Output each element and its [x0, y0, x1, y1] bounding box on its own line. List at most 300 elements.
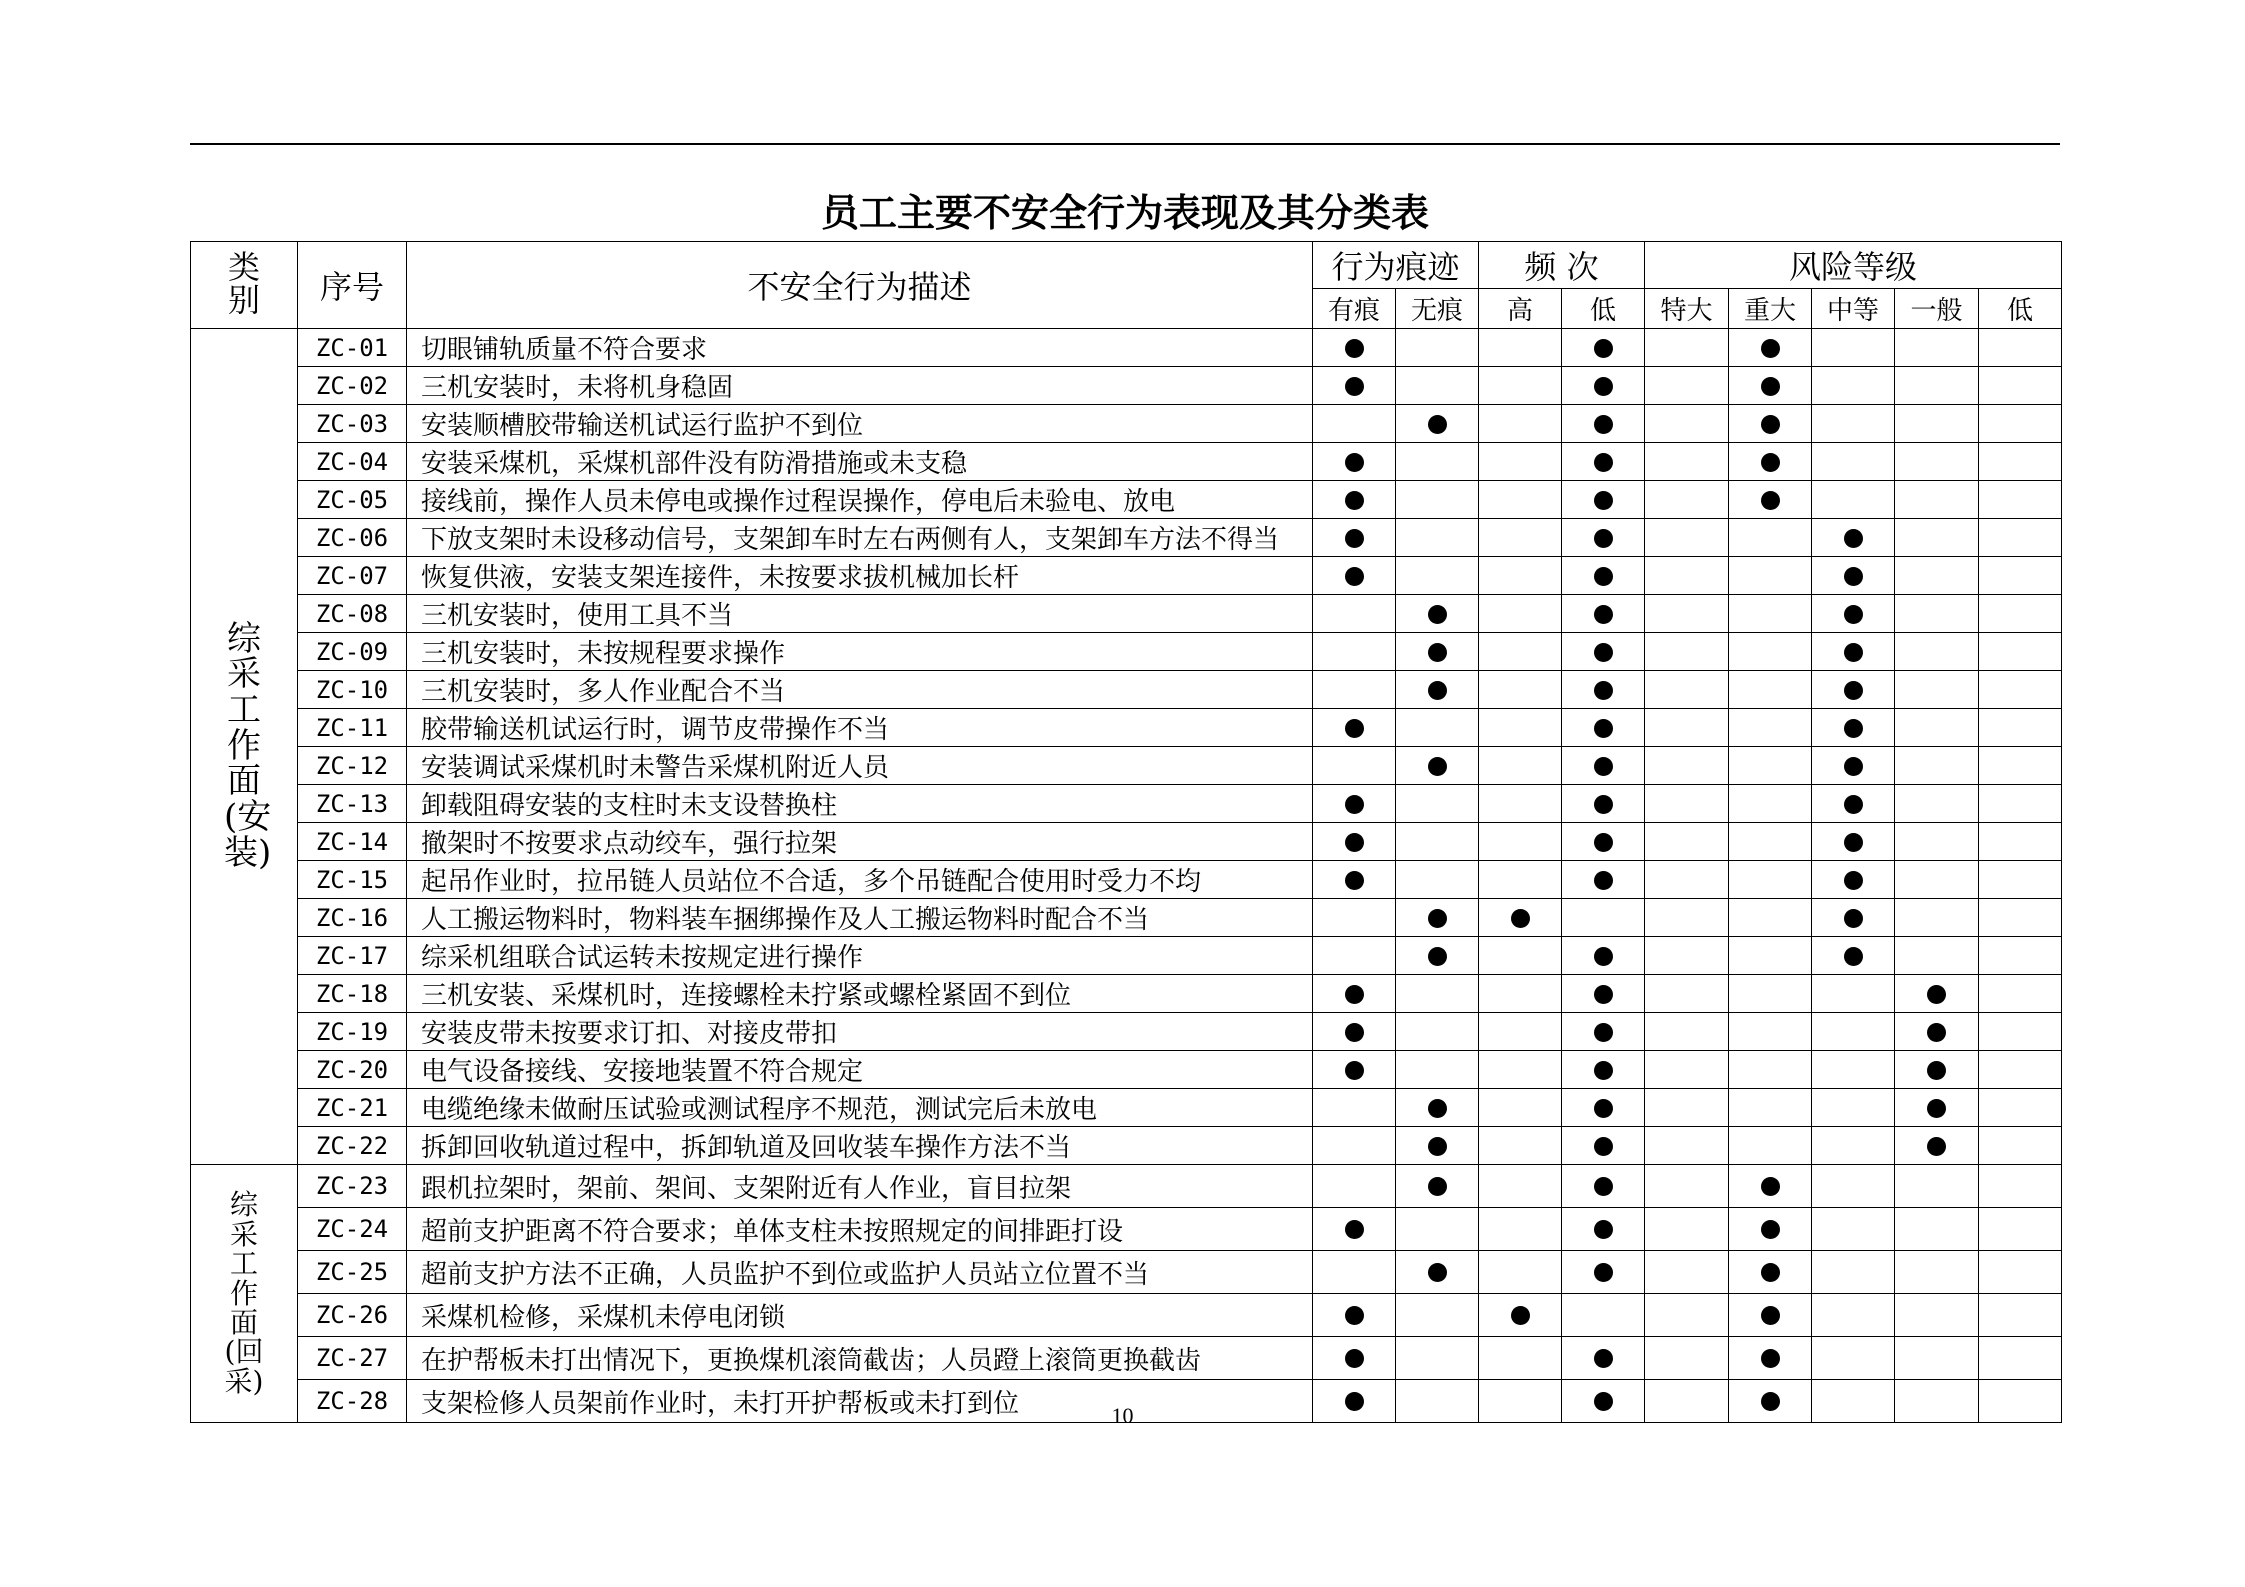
trace-cell: [1396, 557, 1479, 595]
dot-mark: [1761, 339, 1780, 358]
risk-cell: [1979, 709, 2062, 747]
risk-cell: [1812, 329, 1895, 367]
risk-cell: [1645, 595, 1729, 633]
risk-cell: [1812, 595, 1895, 633]
risk-cell: [1812, 975, 1895, 1013]
risk-cell: [1645, 557, 1729, 595]
trace-cell: [1313, 1013, 1396, 1051]
table-row: [191, 481, 2062, 519]
freq-cell: [1562, 899, 1645, 937]
dot-mark: [1927, 985, 1946, 1004]
risk-cell: [1729, 595, 1812, 633]
risk-cell: [1729, 1013, 1812, 1051]
risk-cell: [1812, 899, 1895, 937]
row-code: ZC-04: [298, 443, 407, 481]
table-row: [191, 1013, 2062, 1051]
risk-cell: [1645, 1208, 1729, 1251]
risk-cell: [1812, 861, 1895, 899]
dot-mark: [1345, 1023, 1364, 1042]
risk-cell: [1645, 1127, 1729, 1165]
risk-cell: [1979, 785, 2062, 823]
table-body: [191, 329, 2062, 1423]
risk-cell: [1812, 367, 1895, 405]
dot-mark: [1345, 567, 1364, 586]
risk-cell: [1979, 1251, 2062, 1294]
dot-mark: [1594, 719, 1613, 738]
risk-cell: [1895, 785, 1979, 823]
table-row: [191, 1127, 2062, 1165]
row-description: 拆卸回收轨道过程中，拆卸轨道及回收装车操作方法不当: [407, 1127, 1313, 1165]
dot-mark: [1844, 681, 1863, 700]
table-row: [191, 747, 2062, 785]
row-description: 超前支护距离不符合要求；单体支柱未按照规定的间排距打设: [407, 1208, 1313, 1251]
table-row: [191, 937, 2062, 975]
risk-cell: [1729, 1251, 1812, 1294]
table-row: [191, 671, 2062, 709]
row-code: ZC-12: [298, 747, 407, 785]
dot-mark: [1345, 339, 1364, 358]
dot-mark: [1428, 681, 1447, 700]
freq-cell: [1562, 595, 1645, 633]
table-row: [191, 1294, 2062, 1337]
freq-cell: [1562, 1165, 1645, 1208]
risk-cell: [1979, 367, 2062, 405]
risk-cell: [1812, 1013, 1895, 1051]
trace-cell: [1313, 1251, 1396, 1294]
trace-cell: [1396, 443, 1479, 481]
risk-cell: [1979, 481, 2062, 519]
risk-cell: [1979, 861, 2062, 899]
dot-mark: [1844, 757, 1863, 776]
freq-cell: [1562, 1127, 1645, 1165]
risk-cell: [1645, 1051, 1729, 1089]
risk-cell: [1729, 747, 1812, 785]
trace-cell: [1396, 1165, 1479, 1208]
trace-cell: [1313, 975, 1396, 1013]
risk-cell: [1895, 367, 1979, 405]
trace-cell: [1313, 823, 1396, 861]
risk-cell: [1979, 1208, 2062, 1251]
trace-cell: [1313, 519, 1396, 557]
dot-mark: [1594, 985, 1613, 1004]
trace-cell: [1396, 633, 1479, 671]
freq-cell: [1562, 975, 1645, 1013]
trace-cell: [1313, 329, 1396, 367]
risk-cell: [1979, 1165, 2062, 1208]
row-description: 安装皮带未按要求订扣、对接皮带扣: [407, 1013, 1313, 1051]
freq-cell: [1479, 1165, 1562, 1208]
dot-mark: [1345, 377, 1364, 396]
dot-mark: [1594, 453, 1613, 472]
page-number: 10: [1111, 1403, 1134, 1428]
dot-mark: [1511, 909, 1530, 928]
table-row: [191, 1208, 2062, 1251]
risk-cell: [1979, 557, 2062, 595]
trace-cell: [1396, 481, 1479, 519]
risk-cell: [1729, 481, 1812, 519]
row-description: 电气设备接线、安接地装置不符合规定: [407, 1051, 1313, 1089]
row-description: 综采机组联合试运转未按规定进行操作: [407, 937, 1313, 975]
trace-cell: [1396, 1294, 1479, 1337]
dot-mark: [1594, 377, 1613, 396]
risk-cell: [1979, 519, 2062, 557]
risk-cell: [1645, 937, 1729, 975]
dot-mark: [1594, 491, 1613, 510]
risk-cell: [1895, 1051, 1979, 1089]
dot-mark: [1761, 453, 1780, 472]
risk-cell: [1729, 329, 1812, 367]
dot-mark: [1761, 377, 1780, 396]
header-rule: [190, 143, 2060, 145]
risk-cell: [1895, 1337, 1979, 1380]
risk-cell: [1645, 1337, 1729, 1380]
row-code: ZC-01: [298, 329, 407, 367]
row-code: ZC-25: [298, 1251, 407, 1294]
freq-cell: [1479, 367, 1562, 405]
risk-cell: [1895, 937, 1979, 975]
row-code: ZC-06: [298, 519, 407, 557]
row-description: 安装采煤机，采煤机部件没有防滑措施或未支稳: [407, 443, 1313, 481]
risk-cell: [1895, 481, 1979, 519]
risk-cell: [1979, 671, 2062, 709]
table-row: [191, 1051, 2062, 1089]
trace-cell: [1396, 1127, 1479, 1165]
freq-cell: [1562, 861, 1645, 899]
category-cell: 综采工作面(回采): [191, 1165, 298, 1423]
dot-mark: [1594, 1220, 1613, 1239]
header-risk-medium: 中等: [1812, 289, 1895, 329]
table-row: [191, 785, 2062, 823]
freq-cell: [1562, 633, 1645, 671]
risk-cell: [1645, 1294, 1729, 1337]
risk-cell: [1895, 1165, 1979, 1208]
risk-cell: [1729, 1294, 1812, 1337]
row-code: ZC-10: [298, 671, 407, 709]
table-row: [191, 1165, 2062, 1208]
trace-cell: [1396, 405, 1479, 443]
risk-cell: [1895, 671, 1979, 709]
unsafe-behavior-table: [190, 241, 2062, 1423]
risk-cell: [1895, 405, 1979, 443]
trace-cell: [1313, 1165, 1396, 1208]
risk-cell: [1645, 1013, 1729, 1051]
trace-cell: [1396, 785, 1479, 823]
row-description: 三机安装时，未将机身稳固: [407, 367, 1313, 405]
dot-mark: [1844, 643, 1863, 662]
row-code: ZC-22: [298, 1127, 407, 1165]
trace-cell: [1396, 1089, 1479, 1127]
table-row: [191, 709, 2062, 747]
risk-cell: [1729, 709, 1812, 747]
freq-cell: [1479, 633, 1562, 671]
dot-mark: [1594, 605, 1613, 624]
dot-mark: [1844, 605, 1863, 624]
dot-mark: [1428, 909, 1447, 928]
risk-cell: [1645, 709, 1729, 747]
freq-cell: [1479, 823, 1562, 861]
dot-mark: [1594, 871, 1613, 890]
risk-cell: [1729, 1337, 1812, 1380]
risk-cell: [1895, 823, 1979, 861]
row-code: ZC-19: [298, 1013, 407, 1051]
freq-cell: [1479, 1251, 1562, 1294]
risk-cell: [1645, 823, 1729, 861]
trace-cell: [1313, 785, 1396, 823]
row-code: ZC-14: [298, 823, 407, 861]
freq-cell: [1479, 785, 1562, 823]
risk-cell: [1979, 633, 2062, 671]
row-description: 卸载阻碍安装的支柱时未支设替换柱: [407, 785, 1313, 823]
risk-cell: [1979, 823, 2062, 861]
risk-cell: [1895, 1294, 1979, 1337]
row-code: ZC-13: [298, 785, 407, 823]
table-row: [191, 519, 2062, 557]
risk-cell: [1729, 1089, 1812, 1127]
dot-mark: [1927, 1061, 1946, 1080]
dot-mark: [1594, 1137, 1613, 1156]
freq-cell: [1562, 937, 1645, 975]
risk-cell: [1812, 519, 1895, 557]
header-risk-low: 低: [1979, 289, 2062, 329]
trace-cell: [1396, 367, 1479, 405]
trace-cell: [1396, 1208, 1479, 1251]
dot-mark: [1428, 757, 1447, 776]
row-description: 支架检修人员架前作业时，未打开护帮板或未打到位: [407, 1380, 1313, 1423]
freq-cell: [1562, 709, 1645, 747]
trace-cell: [1396, 519, 1479, 557]
header-risk-general: 一般: [1895, 289, 1979, 329]
freq-cell: [1562, 1208, 1645, 1251]
dot-mark: [1844, 719, 1863, 738]
row-description: 三机安装、采煤机时，连接螺栓未拧紧或螺栓紧固不到位: [407, 975, 1313, 1013]
risk-cell: [1645, 329, 1729, 367]
header-seq: 序号: [298, 242, 407, 329]
trace-cell: [1396, 1013, 1479, 1051]
table-row: [191, 329, 2062, 367]
row-description: 恢复供液，安装支架连接件，未按要求拔机械加长杆: [407, 557, 1313, 595]
header-trace: 行为痕迹: [1313, 242, 1479, 289]
risk-cell: [1895, 595, 1979, 633]
table-row: [191, 405, 2062, 443]
freq-cell: [1479, 595, 1562, 633]
risk-cell: [1895, 443, 1979, 481]
risk-cell: [1812, 633, 1895, 671]
trace-cell: [1313, 1089, 1396, 1127]
dot-mark: [1345, 529, 1364, 548]
risk-cell: [1729, 405, 1812, 443]
row-code: ZC-16: [298, 899, 407, 937]
risk-cell: [1895, 861, 1979, 899]
row-code: ZC-05: [298, 481, 407, 519]
freq-cell: [1562, 481, 1645, 519]
freq-cell: [1562, 1337, 1645, 1380]
risk-cell: [1979, 937, 2062, 975]
risk-cell: [1812, 1089, 1895, 1127]
trace-cell: [1396, 671, 1479, 709]
dot-mark: [1511, 1306, 1530, 1325]
dot-mark: [1761, 1263, 1780, 1282]
dot-mark: [1844, 567, 1863, 586]
freq-cell: [1562, 1251, 1645, 1294]
risk-cell: [1729, 899, 1812, 937]
freq-cell: [1562, 823, 1645, 861]
risk-cell: [1645, 747, 1729, 785]
risk-cell: [1812, 405, 1895, 443]
row-description: 下放支架时未设移动信号，支架卸车时左右两侧有人，支架卸车方法不得当: [407, 519, 1313, 557]
dot-mark: [1345, 1220, 1364, 1239]
freq-cell: [1562, 367, 1645, 405]
risk-cell: [1645, 481, 1729, 519]
risk-cell: [1979, 1127, 2062, 1165]
risk-cell: [1812, 1051, 1895, 1089]
dot-mark: [1345, 1349, 1364, 1368]
freq-cell: [1479, 481, 1562, 519]
freq-cell: [1562, 747, 1645, 785]
row-description: 安装调试采煤机时未警告采煤机附近人员: [407, 747, 1313, 785]
risk-cell: [1729, 671, 1812, 709]
row-description: 起吊作业时，拉吊链人员站位不合适，多个吊链配合使用时受力不均: [407, 861, 1313, 899]
dot-mark: [1927, 1099, 1946, 1118]
risk-cell: [1979, 1337, 2062, 1380]
trace-cell: [1313, 747, 1396, 785]
dot-mark: [1594, 757, 1613, 776]
freq-cell: [1479, 937, 1562, 975]
freq-cell: [1562, 557, 1645, 595]
risk-cell: [1979, 899, 2062, 937]
risk-cell: [1645, 519, 1729, 557]
row-code: ZC-03: [298, 405, 407, 443]
risk-cell: [1729, 861, 1812, 899]
risk-cell: [1979, 1089, 2062, 1127]
dot-mark: [1594, 1349, 1613, 1368]
trace-cell: [1313, 709, 1396, 747]
table-row: [191, 367, 2062, 405]
dot-mark: [1761, 1349, 1780, 1368]
freq-cell: [1479, 899, 1562, 937]
row-description: 接线前，操作人员未停电或操作过程误操作，停电后未验电、放电: [407, 481, 1313, 519]
freq-cell: [1479, 1051, 1562, 1089]
risk-cell: [1729, 1051, 1812, 1089]
trace-cell: [1396, 709, 1479, 747]
trace-cell: [1313, 1127, 1396, 1165]
risk-cell: [1979, 329, 2062, 367]
trace-cell: [1313, 861, 1396, 899]
dot-mark: [1428, 1099, 1447, 1118]
dot-mark: [1594, 1099, 1613, 1118]
risk-cell: [1895, 1251, 1979, 1294]
risk-cell: [1812, 1251, 1895, 1294]
freq-cell: [1479, 519, 1562, 557]
risk-cell: [1812, 1127, 1895, 1165]
risk-cell: [1895, 1208, 1979, 1251]
dot-mark: [1594, 1263, 1613, 1282]
row-code: ZC-09: [298, 633, 407, 671]
dot-mark: [1594, 795, 1613, 814]
dot-mark: [1345, 871, 1364, 890]
risk-cell: [1812, 1208, 1895, 1251]
header-risk-major: 重大: [1729, 289, 1812, 329]
row-description: 超前支护方法不正确，人员监护不到位或监护人员站立位置不当: [407, 1251, 1313, 1294]
freq-cell: [1562, 519, 1645, 557]
row-description: 三机安装时，多人作业配合不当: [407, 671, 1313, 709]
table-row: [191, 975, 2062, 1013]
risk-cell: [1895, 1013, 1979, 1051]
freq-cell: [1479, 1089, 1562, 1127]
risk-cell: [1729, 1208, 1812, 1251]
freq-cell: [1479, 1127, 1562, 1165]
row-code: ZC-15: [298, 861, 407, 899]
row-description: 跟机拉架时，架前、架间、支架附近有人作业，盲目拉架: [407, 1165, 1313, 1208]
dot-mark: [1428, 1137, 1447, 1156]
dot-mark: [1594, 643, 1613, 662]
risk-cell: [1645, 785, 1729, 823]
risk-cell: [1979, 747, 2062, 785]
risk-cell: [1645, 367, 1729, 405]
dot-mark: [1594, 339, 1613, 358]
dot-mark: [1761, 1177, 1780, 1196]
dot-mark: [1345, 1306, 1364, 1325]
dot-mark: [1594, 681, 1613, 700]
header-category: 类别: [191, 242, 298, 329]
risk-cell: [1729, 975, 1812, 1013]
trace-cell: [1313, 937, 1396, 975]
freq-cell: [1562, 405, 1645, 443]
dot-mark: [1761, 1220, 1780, 1239]
row-description: 人工搬运物料时，物料装车捆绑操作及人工搬运物料时配合不当: [407, 899, 1313, 937]
table-row: [191, 1089, 2062, 1127]
risk-cell: [1812, 557, 1895, 595]
dot-mark: [1594, 833, 1613, 852]
dot-mark: [1428, 643, 1447, 662]
row-description: 三机安装时，使用工具不当: [407, 595, 1313, 633]
freq-cell: [1479, 557, 1562, 595]
risk-cell: [1979, 595, 2062, 633]
freq-cell: [1479, 1337, 1562, 1380]
freq-cell: [1479, 443, 1562, 481]
freq-cell: [1479, 709, 1562, 747]
row-description: 电缆绝缘未做耐压试验或测试程序不规范，测试完后未放电: [407, 1089, 1313, 1127]
risk-cell: [1979, 1051, 2062, 1089]
risk-cell: [1645, 975, 1729, 1013]
trace-cell: [1396, 595, 1479, 633]
trace-cell: [1313, 899, 1396, 937]
row-code: ZC-18: [298, 975, 407, 1013]
risk-cell: [1812, 785, 1895, 823]
table-row: [191, 1251, 2062, 1294]
risk-cell: [1729, 937, 1812, 975]
row-code: ZC-02: [298, 367, 407, 405]
risk-cell: [1812, 481, 1895, 519]
risk-cell: [1645, 1165, 1729, 1208]
risk-cell: [1895, 1127, 1979, 1165]
table-row: [191, 595, 2062, 633]
dot-mark: [1761, 491, 1780, 510]
freq-cell: [1562, 671, 1645, 709]
trace-cell: [1313, 443, 1396, 481]
trace-cell: [1313, 633, 1396, 671]
table-row: [191, 899, 2062, 937]
table-row: [191, 443, 2062, 481]
risk-cell: [1645, 1251, 1729, 1294]
trace-cell: [1396, 1337, 1479, 1380]
header-freq-low: 低: [1562, 289, 1645, 329]
freq-cell: [1562, 1013, 1645, 1051]
freq-cell: [1479, 861, 1562, 899]
freq-cell: [1562, 443, 1645, 481]
dot-mark: [1844, 833, 1863, 852]
risk-cell: [1812, 671, 1895, 709]
trace-cell: [1313, 367, 1396, 405]
